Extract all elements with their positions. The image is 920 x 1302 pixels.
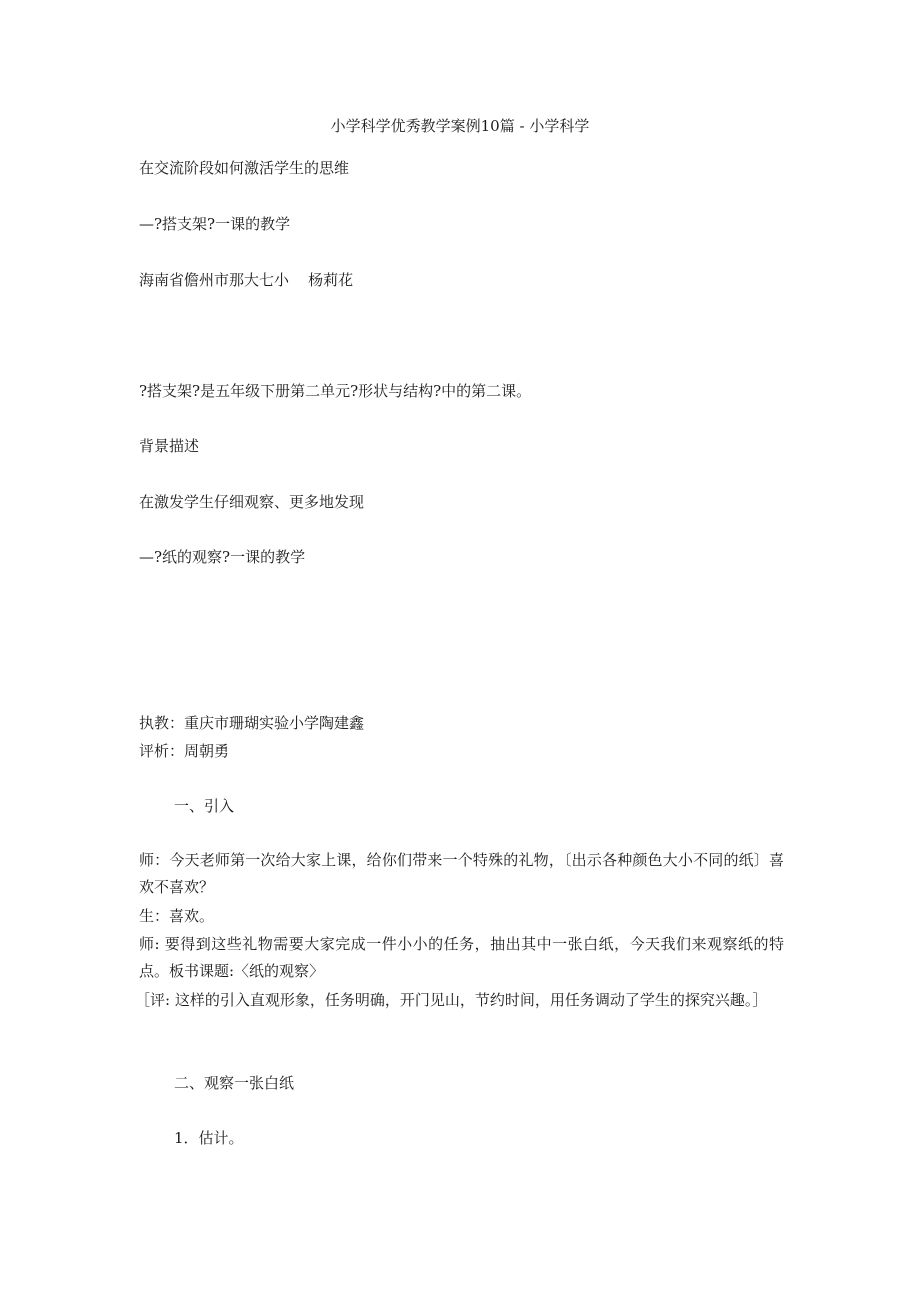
case1-author: 海南省儋州市那大七小 杨莉花 <box>139 271 354 289</box>
review-comment: ［评: 这样的引入直观形象，任务明确，开门见山，节约时间，用任务调动了学生的探究兴趣。］ <box>135 991 768 1009</box>
case1-intro: ?搭支架?是五年级下册第二单元?形状与结构?中的第二课。 <box>139 382 532 400</box>
case1-heading: 在交流阶段如何激活学生的思维 <box>139 159 350 177</box>
dialogue-teacher-2: 师: 要得到这些礼物需要大家完成一件小小的任务，抽出其中一张白纸，今天我们来观察纸的特点。板书课题:〈纸的观察〉 <box>139 935 784 980</box>
case2-teacher: 执教：重庆市珊瑚实验小学陶建鑫 <box>139 714 365 732</box>
case2-reviewer: 评析：周朝勇 <box>139 742 230 760</box>
dialogue-student-1: 生：喜欢。 <box>139 907 215 925</box>
case1-subheading: —?搭支架?一课的教学 <box>139 215 291 233</box>
section-heading-observe: 二、观察一张白纸 <box>174 1074 295 1092</box>
dialogue-teacher-1: 师：今天老师第一次给大家上课，给你们带来一个特殊的礼物，〔出示各种颜色大小不同的纸〕喜欢不喜欢？ <box>139 851 784 896</box>
case1-background: 背景描述 <box>139 437 200 455</box>
case2-subheading: —?纸的观察?一课的教学 <box>139 548 306 566</box>
case2-heading: 在激发学生仔细观察、更多地发现 <box>139 493 365 511</box>
list-item-estimate: 1．估计。 <box>174 1129 244 1147</box>
document-title: 小学科学优秀教学案例10篇 - 小学科学 <box>330 117 590 135</box>
section-heading-intro: 一、引入 <box>174 797 235 815</box>
